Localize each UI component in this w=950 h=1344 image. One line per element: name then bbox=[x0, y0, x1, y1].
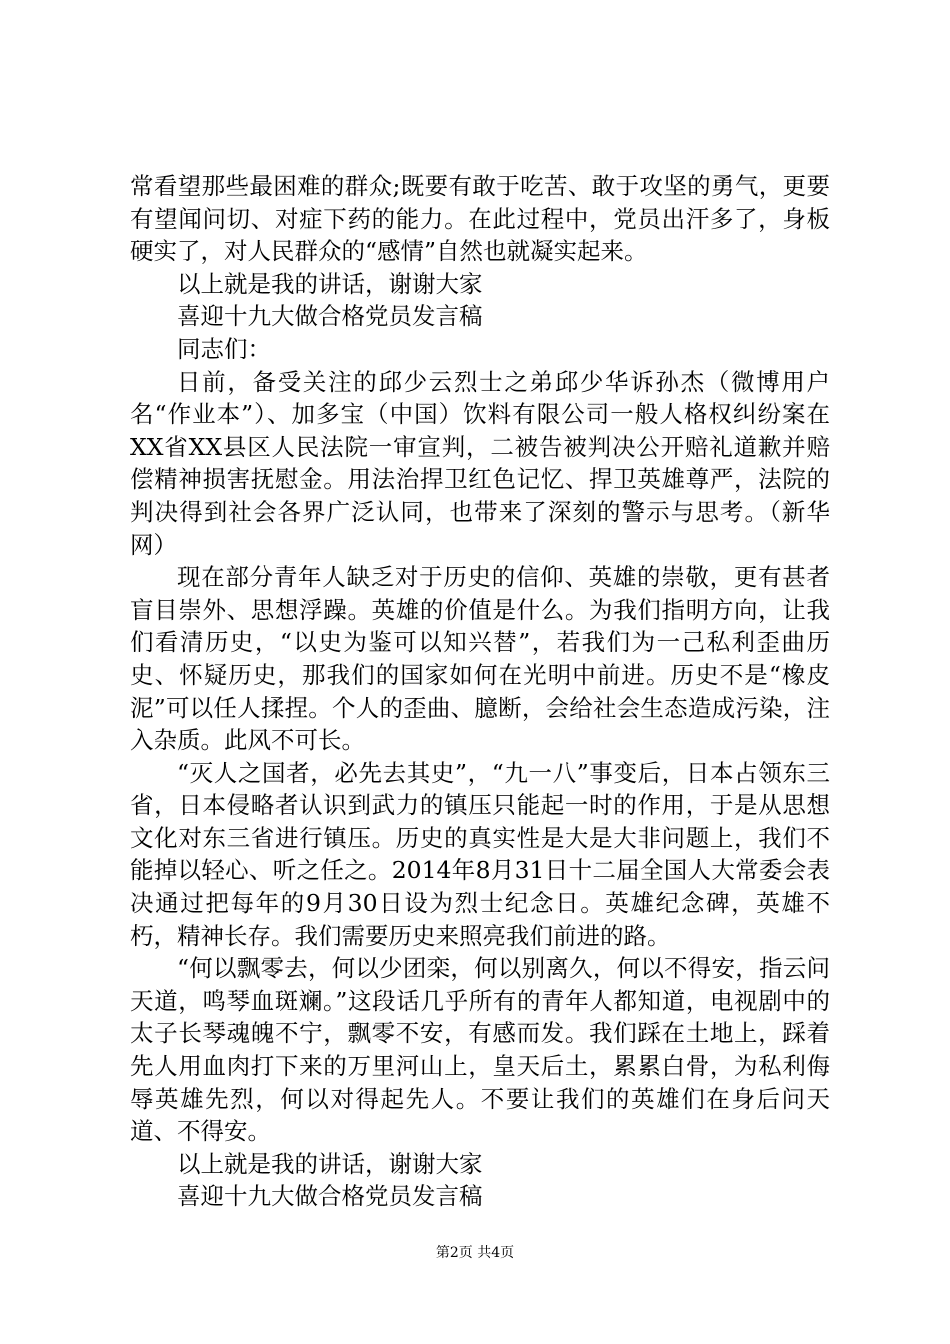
paragraph-body: 日前，备受关注的邱少云烈士之弟邱少华诉孙杰（微博用户名“作业本”）、加多宝（中国）饮料有限公司一般人格权纠纷案在XX省XX县区人民法院一审宣判，二被告被判决公开赔礼道歉并赔偿精神损害抚慰金。用法治捍卫红色记忆、捍卫英雄尊严，法院的判决得到社会各界广泛认同，也带来了深刻的警示与思考。（新华网） bbox=[130, 367, 830, 559]
paragraph-body: “何以飘零去，何以少团栾，何以别离久，何以不得安，指云问天道，鸣琴血斑斓。”这段话几乎所有的青年人都知道，电视剧中的太子长琴魂魄不宁，飘零不安，有感而发。我们踩在土地上，踩着先人用血肉打下来的万里河山上，皇天后土，累累白骨，为私利侮辱英雄先烈，何以对得起先人。不要让我们的英雄们在身后问天道、不得安。 bbox=[130, 954, 830, 1146]
paragraph-salutation: 同志们： bbox=[177, 334, 271, 363]
paragraph-section-title: 喜迎十九大做合格党员发言稿 bbox=[177, 302, 483, 331]
paragraph-section-title: 喜迎十九大做合格党员发言稿 bbox=[177, 1182, 483, 1211]
paragraph-continuation: 常看望那些最困难的群众;既要有敢于吃苦、敢于攻坚的勇气，更要有望闻问切、对症下药的能力。在此过程中，党员出汗多了，身板硬实了，对人民群众的“感情”自然也就凝实起来。 bbox=[130, 172, 830, 266]
paragraph-body: 现在部分青年人缺乏对于历史的信仰、英雄的崇敬，更有甚者盲目崇外、思想浮躁。英雄的价值是什么。为我们指明方向，让我们看清历史，“以史为鉴可以知兴替”，若我们为一己私利歪曲历史、怀疑历史，那我们的国家如何在光明中前进。历史不是“橡皮泥”可以任人揉捏。个人的歪曲、臆断，会给社会生态造成污染，注入杂质。此风不可长。 bbox=[130, 563, 830, 755]
paragraph-body: “灭人之国者，必先去其史”，“九一八”事变后，日本占领东三省，日本侵略者认识到武力的镇压只能起一时的作用，于是从思想文化对东三省进行镇压。历史的真实性是大是大非问题上，我们不能掉以轻心、听之任之。2014年8月31日十二届全国人大常委会表决通过把每年的9月30日设为烈士纪念日。英雄纪念碑，英雄不朽，精神长存。我们需要历史来照亮我们前进的路。 bbox=[130, 758, 830, 950]
page-number-footer: 第2页 共4页 bbox=[435, 1245, 515, 1261]
paragraph-closing: 以上就是我的讲话，谢谢大家 bbox=[177, 1149, 483, 1178]
document-body bbox=[130, 170, 830, 1213]
paragraph-closing: 以上就是我的讲话，谢谢大家 bbox=[177, 269, 483, 298]
